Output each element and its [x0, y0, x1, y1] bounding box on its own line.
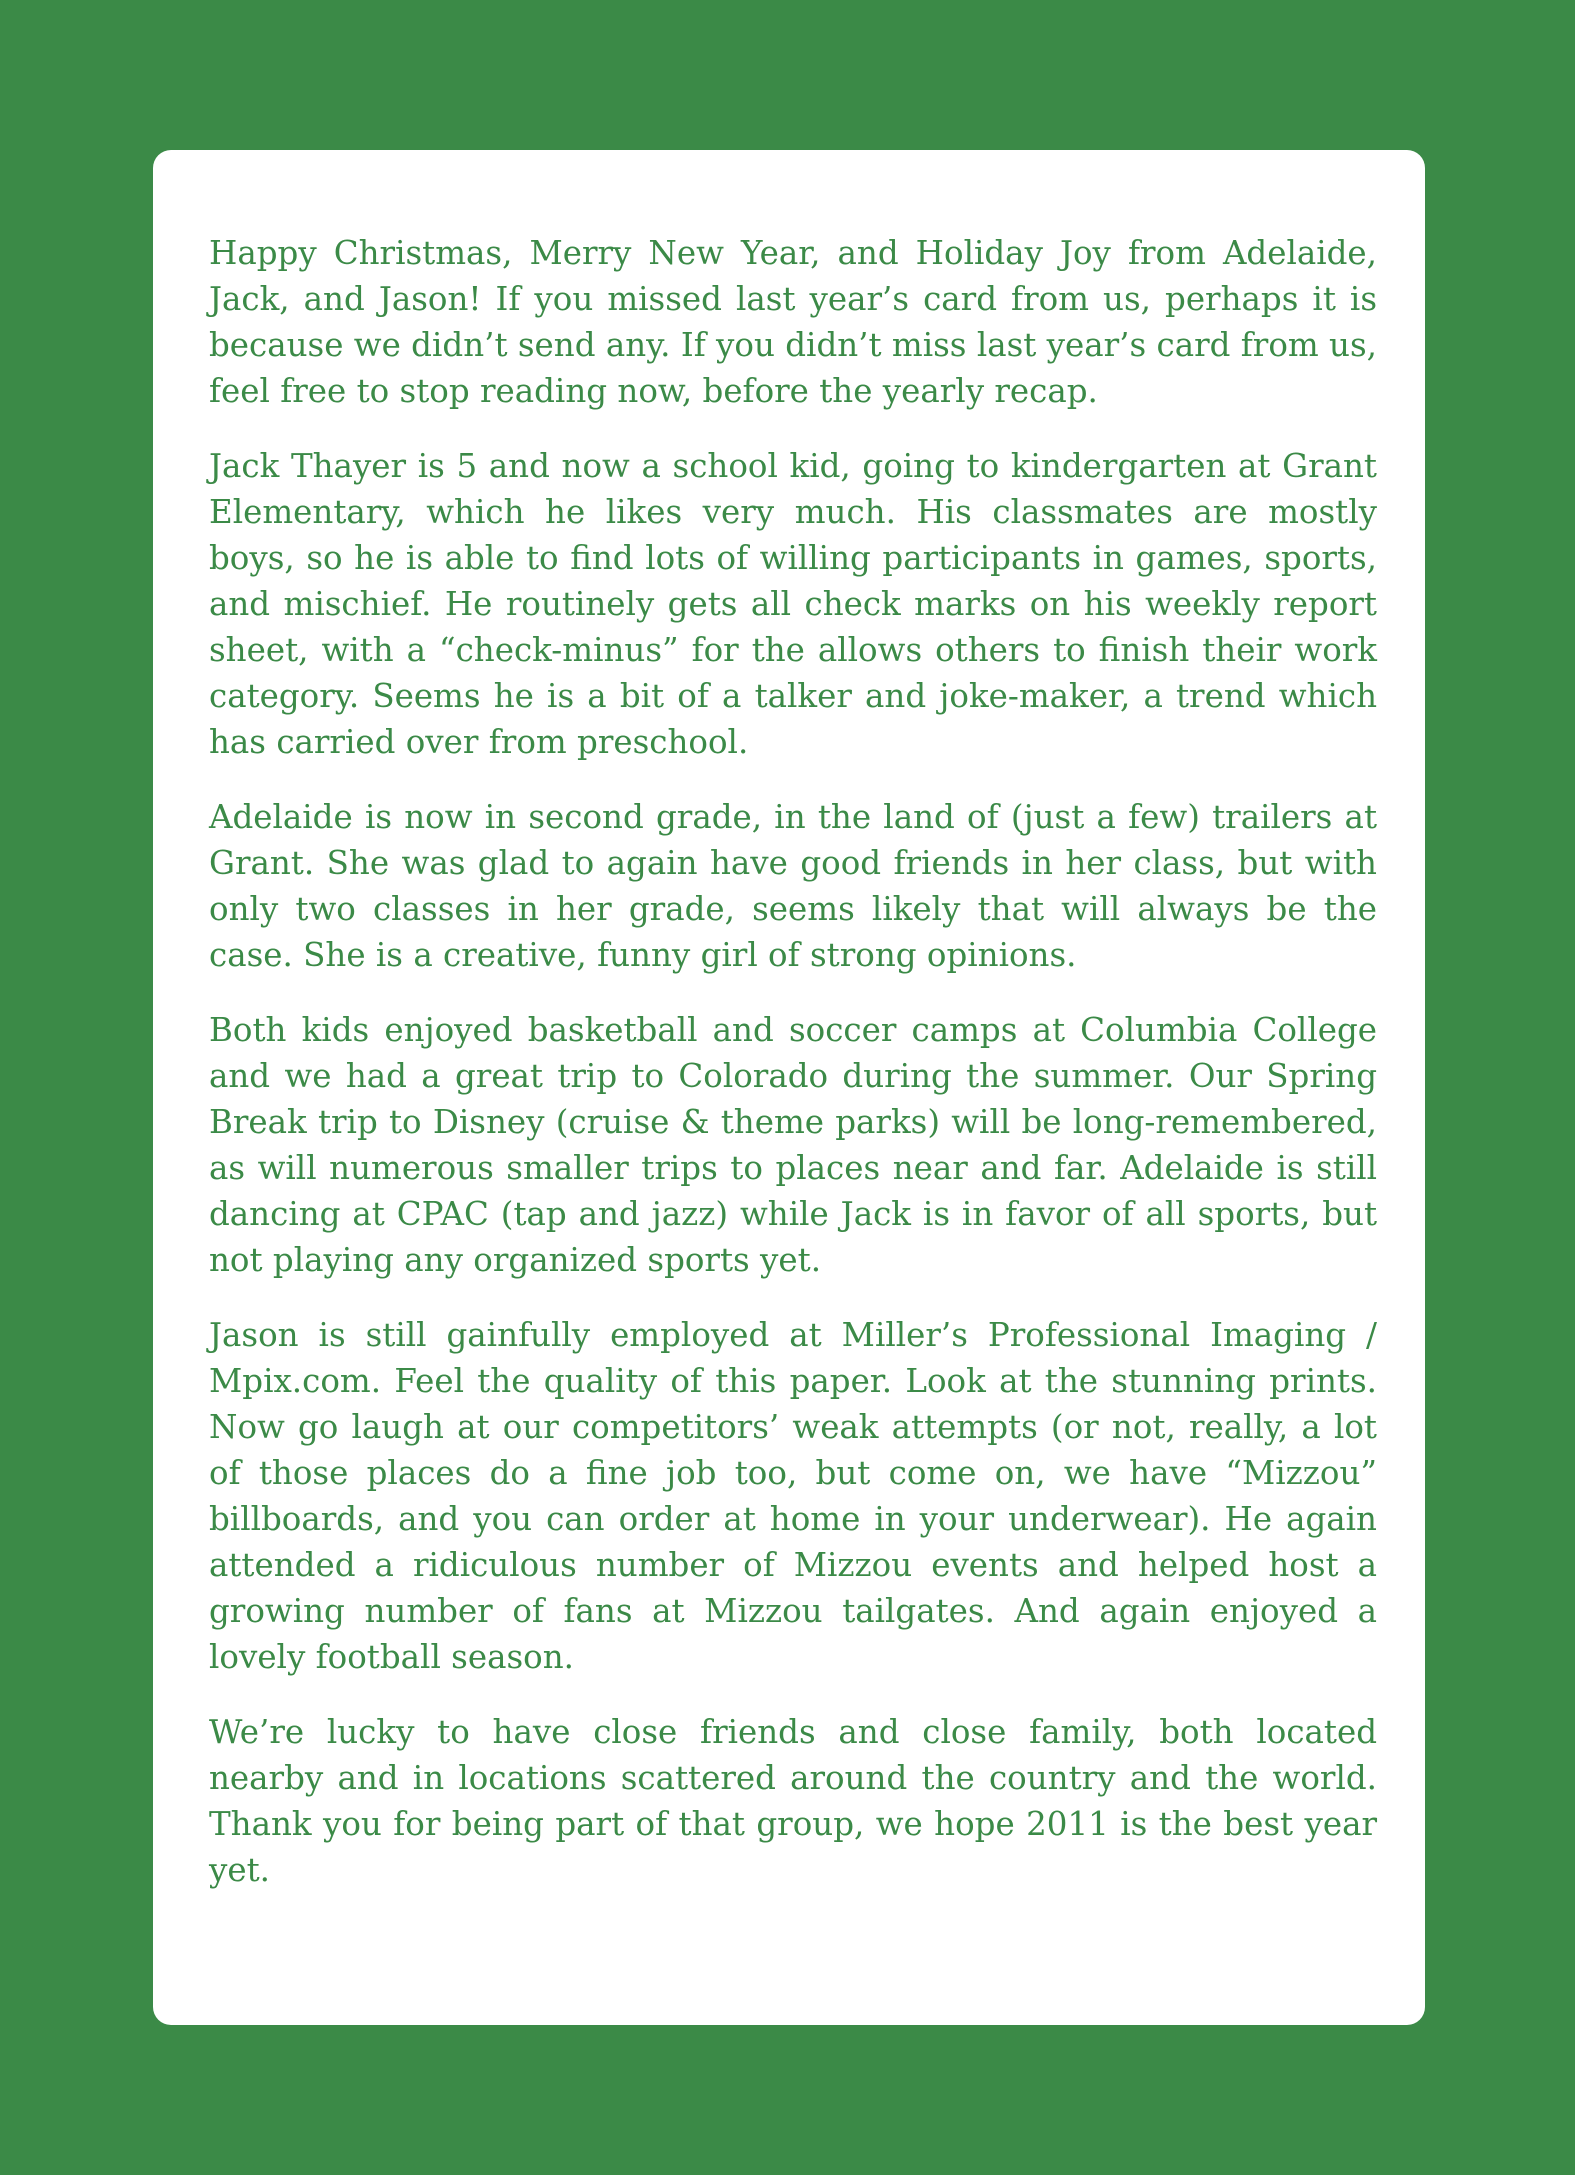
letter-card	[153, 150, 1425, 2025]
paragraph-adelaide: Adelaide is now in second grade, in the land of (just a few) trailers at Grant. She was glad to again have good friends in her class, but with only two classes in her grade, seems likely that will always be the case. She is a creative, funny girl of strong opinions.	[209, 798, 1377, 974]
paragraph-kids-activities: Both kids enjoyed basketball and soccer camps at Columbia College and we had a great trip to Colorado during the summer. Our Spring Break trip to Disney (cruise & theme parks) will be long-remembered, as will numerous smaller trips to places near and far. Adelaide is still dancing at CPAC (tap and jazz) while Jack is in favor of all sports, but not playing any organized sports yet.	[209, 1011, 1377, 1279]
paragraph-jack: Jack Thayer is 5 and now a school kid, going to kindergarten at Grant Elementary, which he likes very much. His classmates are mostly boys, so he is able to find lots of willing participants in games, sports, and mischief. He routinely gets all check marks on his weekly report sheet, with a “check-minus” for the allows others to finish their work category. Seems he is a bit of a talker and joke-maker, a trend which has carried over from preschool.	[209, 447, 1377, 761]
paragraph-greeting: Happy Christmas, Merry New Year, and Holiday Joy from Adelaide, Jack, and Jason! If you missed last year’s card from us, perhaps it is because we didn’t send any. If you didn’t miss last year’s card from us, feel free to stop reading now, before the yearly recap.	[209, 234, 1377, 410]
paragraph-jason: Jason is still gainfully employed at Miller’s Professional Imaging / Mpix.com. Feel the quality of this paper. Look at the stunning prints. Now go laugh at our competitors’ weak attempts (or not, really, a lot of those places do a fine job too, but come on, we have “Mizzou” billboards, and you can order at home in your underwear). He again attended a ridiculous number of Mizzou events and helped host a growing number of fans at Mizzou tailgates. And again enjoyed a lovely football season.	[209, 1316, 1377, 1676]
paragraph-closing: We’re lucky to have close friends and close family, both located nearby and in locations scattered around the country and the world. Thank you for being part of that group, we hope 2011 is the best year yet.	[209, 1713, 1377, 1889]
